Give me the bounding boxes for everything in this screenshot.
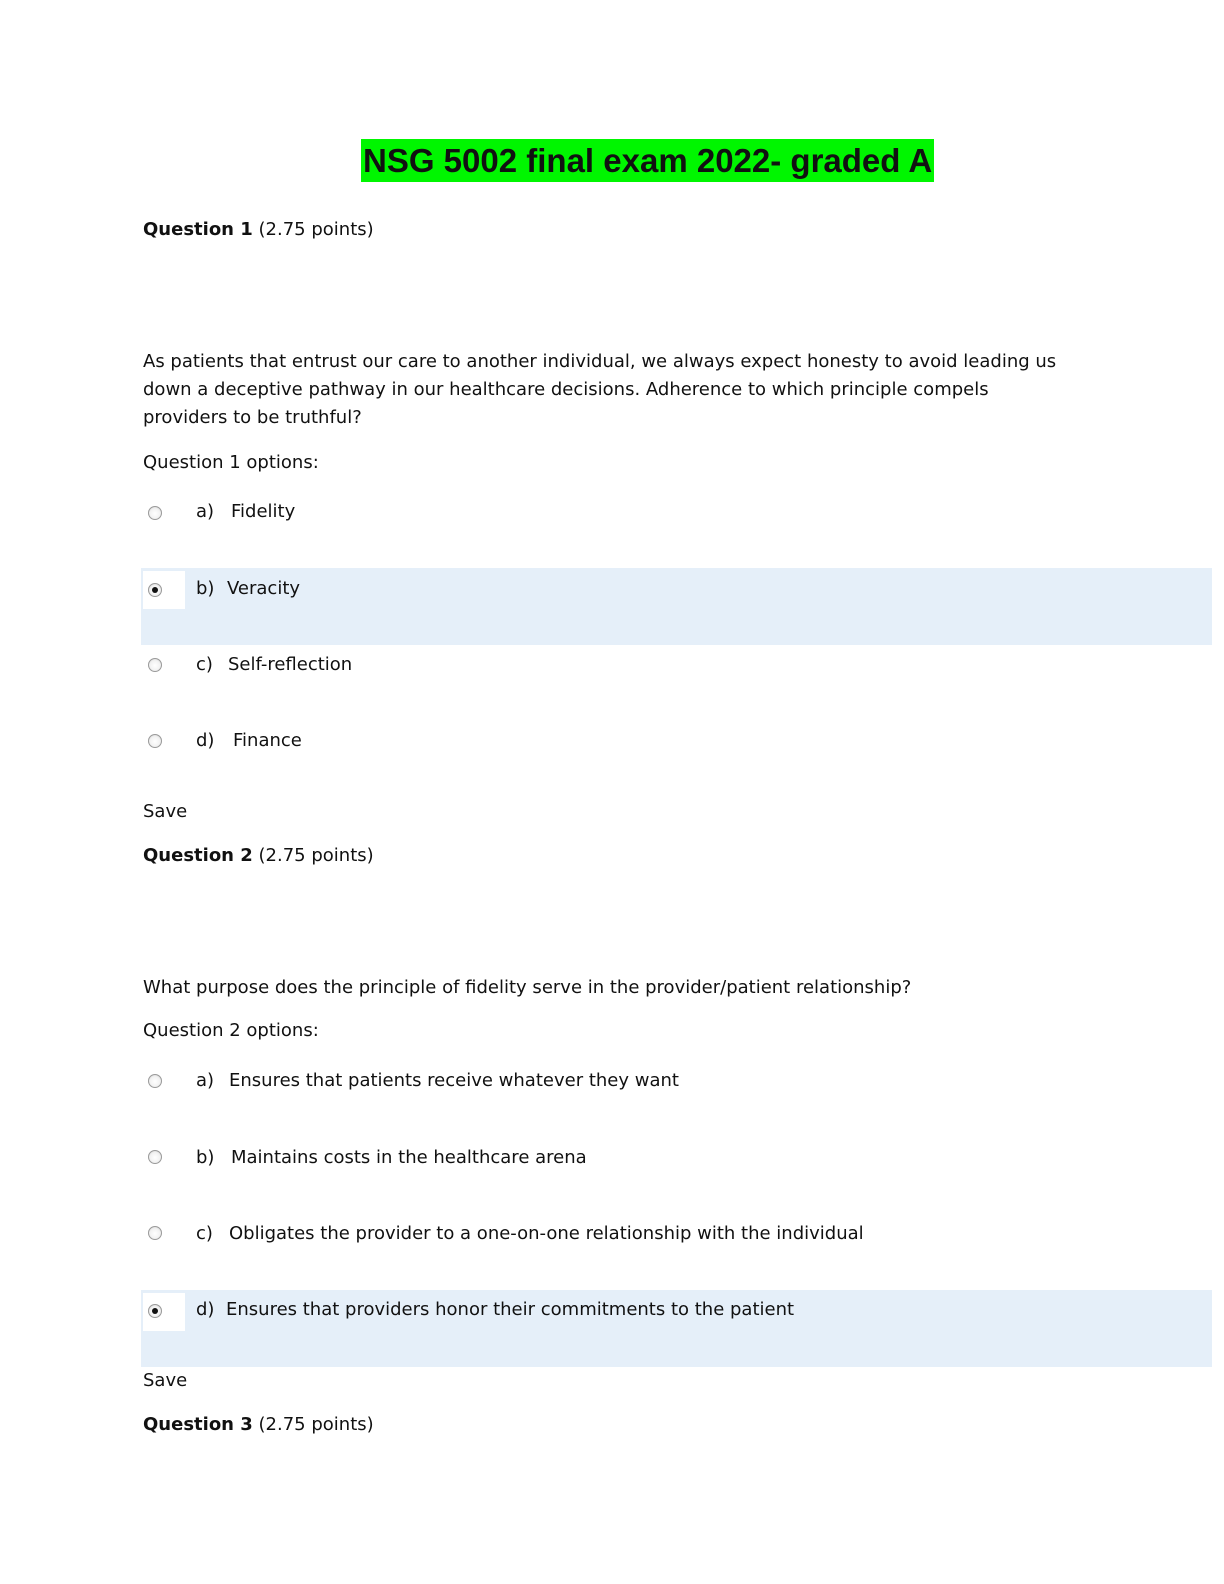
option-letter: a)	[196, 1070, 215, 1091]
question-3-label: Question 3	[143, 1414, 253, 1435]
question-2-text: What purpose does the principle of fidelity serve in the provider/patient relationship?	[143, 977, 912, 998]
page-title: NSG 5002 final exam 2022- graded A	[361, 139, 934, 182]
question-2-save-button[interactable]: Save	[143, 1370, 188, 1391]
radio-unselected-icon[interactable]	[148, 1226, 162, 1240]
question-3-points: (2.75 points)	[252, 1414, 374, 1435]
option-letter: b)	[196, 578, 215, 599]
question-1-label: Question 1	[143, 219, 253, 240]
question-1-header	[143, 216, 374, 244]
option-letter: d)	[196, 730, 215, 751]
option-text: Finance	[233, 730, 302, 751]
selected-option-highlight	[141, 568, 1212, 645]
option-letter: d)	[196, 1299, 215, 1320]
question-3-header	[143, 1411, 374, 1439]
radio-unselected-icon[interactable]	[148, 734, 162, 748]
radio-unselected-icon[interactable]	[148, 1150, 162, 1164]
option-text: Ensures that providers honor their commitments to the patient	[226, 1299, 795, 1320]
question-1-save-button[interactable]: Save	[143, 801, 188, 822]
question-2-header	[143, 842, 374, 870]
option-letter: b)	[196, 1147, 215, 1168]
question-2-options-label: Question 2 options:	[143, 1020, 319, 1041]
option-letter: c)	[196, 654, 213, 675]
question-2-points: (2.75 points)	[252, 845, 374, 866]
option-text: Maintains costs in the healthcare arena	[231, 1147, 587, 1168]
option-letter: a)	[196, 501, 215, 522]
radio-unselected-icon[interactable]	[148, 506, 162, 520]
radio-selected-icon[interactable]	[148, 1304, 162, 1318]
option-letter: c)	[196, 1223, 213, 1244]
option-text: Veracity	[227, 578, 301, 599]
radio-unselected-icon[interactable]	[148, 1074, 162, 1088]
radio-unselected-icon[interactable]	[148, 658, 162, 672]
option-text: Obligates the provider to a one-on-one relationship with the individual	[229, 1223, 864, 1244]
option-text: Fidelity	[231, 501, 296, 522]
radio-selected-icon[interactable]	[148, 583, 162, 597]
option-text: Self-reflection	[228, 654, 353, 675]
question-1-options-label: Question 1 options:	[143, 452, 319, 473]
option-text: Ensures that patients receive whatever they want	[229, 1070, 679, 1091]
question-1-text: As patients that entrust our care to another individual, we always expect honesty to avoid leading us down a deceptive pathway in our healthcare decisions. Adherence to which principle compels providers to be truthful?	[143, 351, 1057, 428]
question-1-points: (2.75 points)	[252, 219, 374, 240]
question-2-label: Question 2	[143, 845, 253, 866]
